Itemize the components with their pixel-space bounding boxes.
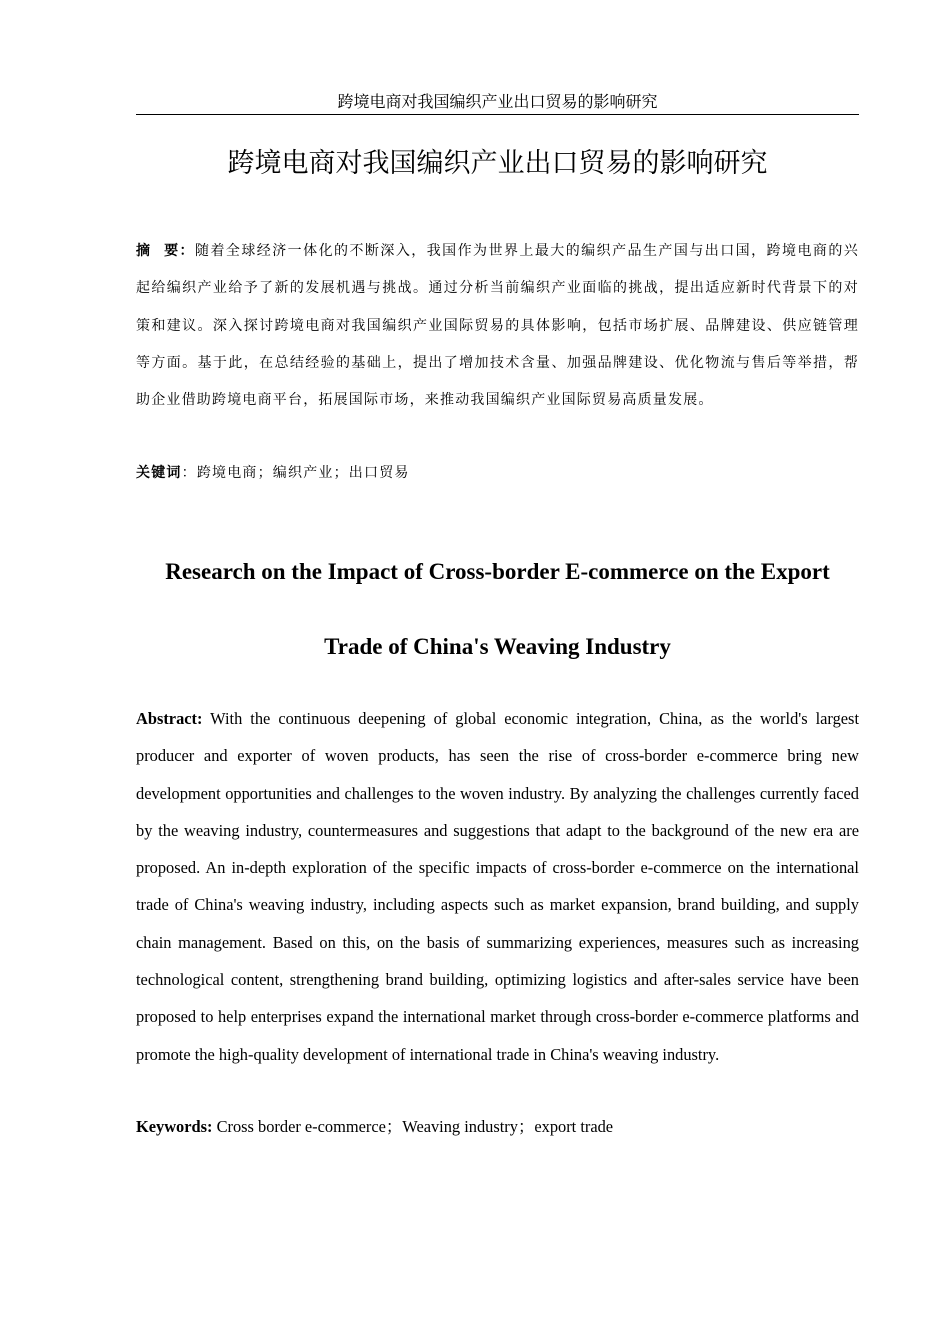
english-abstract-text: With the continuous deepening of global economic integration, China, as the world's largest producer and exporter of woven products, has seen the rise of cross-border e-commerce bring new development opportunities and challenges to the woven industry. By analyzing the challenges currently faced by the weaving industry, countermeasures and suggestions that adapt to the background of the new era are proposed. An in-depth exploration of the specific impacts of cross-border e-commerce on the international trade of China's weaving industry, including aspects such as market expansion, brand building, and supply chain management. Based on this, on the basis of summarizing experiences, measures such as increasing technological content, strengthening brand building, optimizing logistics and after-sales service have been proposed to help enterprises expand the international market through cross-border e-commerce platforms and promote the high-quality development of international trade in China's weaving industry. xyxy=(136,709,859,1064)
english-keywords-label: Keywords: xyxy=(136,1117,213,1136)
chinese-abstract-text: 随着全球经济一体化的不断深入，我国作为世界上最大的编织产品生产国与出口国，跨境电商的兴起给编织产业给予了新的发展机遇与挑战。通过分析当前编织产业面临的挑战，提出适应新时代背景下的对策和建议。深入探讨跨境电商对我国编织产业国际贸易的具体影响，包括市场扩展、品牌建设、供应链管理等方面。基于此，在总结经验的基础上，提出了增加技术含量、加强品牌建设、优化物流与售后等举措，帮助企业借助跨境电商平台，拓展国际市场，来推动我国编织产业国际贸易高质量发展。 xyxy=(136,243,859,409)
running-header: 跨境电商对我国编织产业出口贸易的影响研究 xyxy=(136,92,859,115)
chinese-title: 跨境电商对我国编织产业出口贸易的影响研究 xyxy=(227,148,768,179)
english-title xyxy=(136,534,859,684)
chinese-abstract-label: 摘 要 xyxy=(136,243,180,259)
chinese-keywords-label: 关键词 xyxy=(136,465,182,481)
english-abstract-label: Abstract: xyxy=(136,709,203,728)
chinese-keywords xyxy=(136,458,859,488)
english-title-line-2: Trade of China's Weaving Industry xyxy=(324,634,671,659)
chinese-abstract xyxy=(136,233,859,419)
chinese-keywords-text: 跨境电商；编织产业；出口贸易 xyxy=(196,465,410,481)
chinese-keywords-separator: ： xyxy=(181,465,197,481)
english-abstract xyxy=(136,700,859,1073)
chinese-abstract-separator: ： xyxy=(179,243,195,259)
english-keywords xyxy=(136,1112,859,1142)
paper-page xyxy=(136,0,859,1344)
english-title-line-1: Research on the Impact of Cross-border E-commerce on the Export xyxy=(165,559,830,584)
english-keywords-text: Cross border e-commerce；Weaving industry；export trade xyxy=(216,1117,614,1136)
